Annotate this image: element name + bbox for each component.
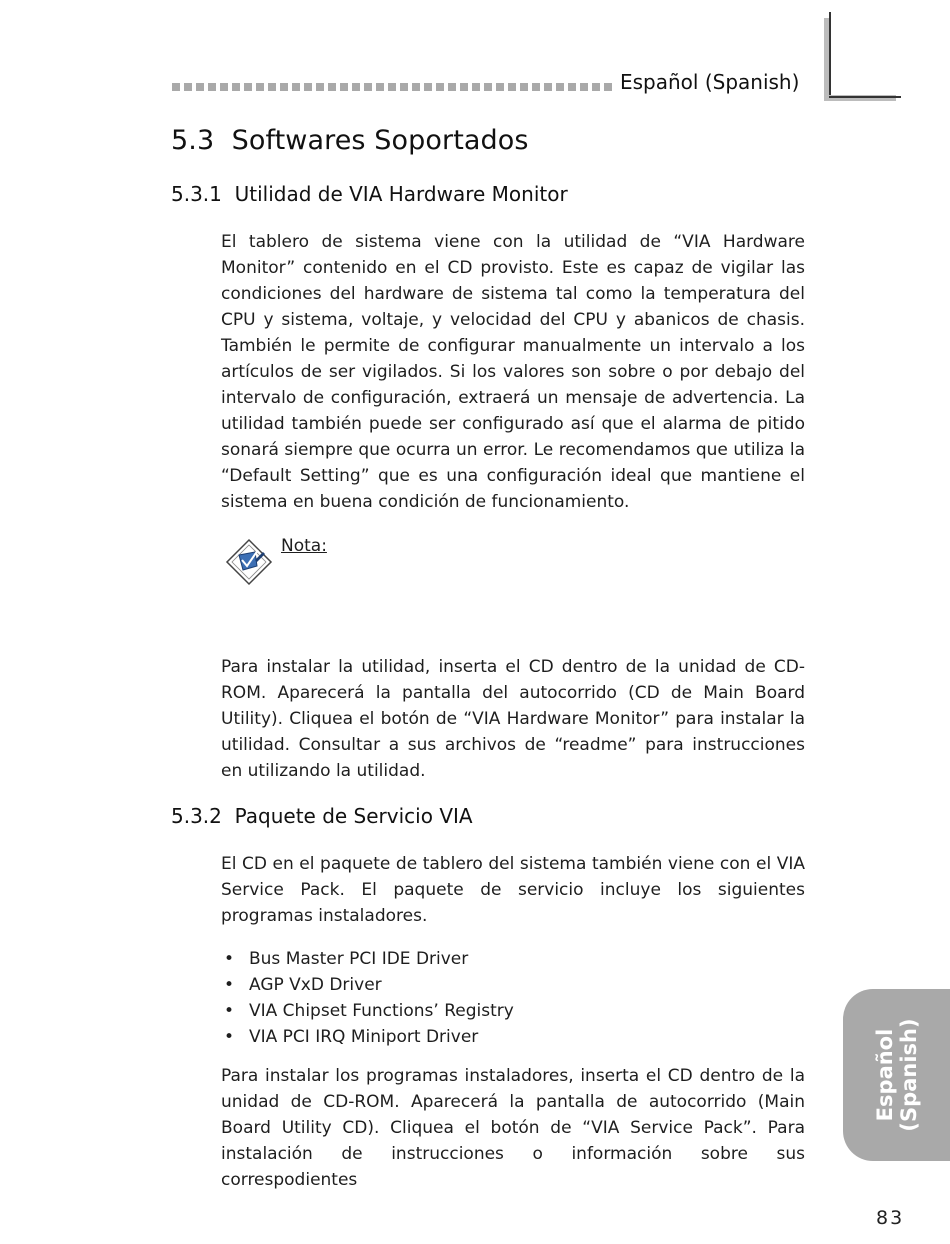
- header-dot: [292, 83, 300, 91]
- header-dot: [172, 83, 180, 91]
- header-dot: [232, 83, 240, 91]
- installer-list: [221, 946, 514, 1050]
- hardware-monitor-install-instructions: Para instalar la utilidad, inserta el CD dentro de la unidad de CD-ROM. Aparecerá la pantalla del autocorrido (CD de Main Board Utility). Cliquea el botón de “VIA Hardware Monitor” para instalar la utilidad. Consultar a sus archivos de “readme” para instrucciones en utilizando la utilidad.: [221, 657, 805, 781]
- header-dot: [364, 83, 372, 91]
- header-dot: [592, 83, 600, 91]
- header-dot: [532, 83, 540, 91]
- header-dot: [412, 83, 420, 91]
- corner-mark-horizontal-line: [829, 96, 901, 98]
- header-dot: [436, 83, 444, 91]
- header-dot: [508, 83, 516, 91]
- hardware-monitor-description: El tablero de sistema viene con la utilidad de “VIA Hardware Monitor” contenido en el CD provisto. Este es capaz de vigilar las condiciones del hardware de sistema tal como la temperatura del CPU y sistema, voltaje, y velocidad del CPU y abanicos de chasis. También le permite de configurar manualmente un intervalo a los artículos de ser vigilados. Si los valores son sobre o por debajo del intervalo de configuración, extraerá un mensaje de advertencia. La utilidad también puede ser configurado así que el alarma de pitido sonará siempre que ocurra un error. Le recomendamos que utiliza la “Default Setting” que es una configuración ideal que mantiene el sistema en buena condición de funcionamiento.: [221, 232, 805, 512]
- subsection-title-hardware-monitor: 5.3.1 Utilidad de VIA Hardware Monitor: [171, 182, 568, 206]
- header-dot: [376, 83, 384, 91]
- header-dotted-rule: [172, 83, 612, 93]
- header-dot: [316, 83, 324, 91]
- corner-mark-vertical-line: [829, 12, 831, 98]
- header-dot: [424, 83, 432, 91]
- header-dot: [352, 83, 360, 91]
- header-dot: [460, 83, 468, 91]
- header-dot: [328, 83, 336, 91]
- service-pack-install-instructions: Para instalar los programas instaladores, inserta el CD dentro de la unidad de CD-ROM. Aparecerá la pantalla de autocorrido (Main Board Utility CD). Cliquea el botón de “VIA Service Pack”. Para instalación de instrucciones o información sobre sus correspodientes: [221, 1066, 805, 1190]
- subsection-title-service-pack: 5.3.2 Paquete de Servicio VIA: [171, 804, 473, 828]
- header-dot: [568, 83, 576, 91]
- list-item: • AGP VxD Driver: [221, 972, 514, 998]
- header-dot: [220, 83, 228, 91]
- header-dot: [256, 83, 264, 91]
- note-label: Nota:: [281, 536, 327, 556]
- header-dot: [556, 83, 564, 91]
- language-side-tab-label: [873, 1018, 921, 1131]
- header-dot: [604, 83, 612, 91]
- header-dot: [484, 83, 492, 91]
- header-dot: [304, 83, 312, 91]
- header-dot: [184, 83, 192, 91]
- header-dot: [244, 83, 252, 91]
- header-dot: [472, 83, 480, 91]
- header-dot: [208, 83, 216, 91]
- header-dot: [196, 83, 204, 91]
- header-dot: [448, 83, 456, 91]
- header-dot: [280, 83, 288, 91]
- header-language-label: Español (Spanish): [620, 70, 800, 94]
- header-dot: [400, 83, 408, 91]
- header-dot: [496, 83, 504, 91]
- side-tab-line-1: Español: [873, 1028, 897, 1122]
- list-item: • VIA Chipset Functions’ Registry: [221, 998, 514, 1024]
- side-tab-line-2: (Spanish): [897, 1018, 921, 1132]
- header-dot: [520, 83, 528, 91]
- header-dot: [544, 83, 552, 91]
- list-item: • VIA PCI IRQ Miniport Driver: [221, 1024, 514, 1050]
- header-dot: [580, 83, 588, 91]
- header-dot: [388, 83, 396, 91]
- list-item: • Bus Master PCI IDE Driver: [221, 946, 514, 972]
- header-dot: [340, 83, 348, 91]
- note-pencil-icon: [225, 538, 273, 586]
- section-title: 5.3 Softwares Soportados: [171, 125, 529, 156]
- service-pack-description: El CD en el paquete de tablero del sistema también viene con el VIA Service Pack. El paquete de servicio incluye los siguientes programas instaladores.: [221, 854, 805, 926]
- header-dot: [268, 83, 276, 91]
- page-number: 83: [876, 1207, 905, 1229]
